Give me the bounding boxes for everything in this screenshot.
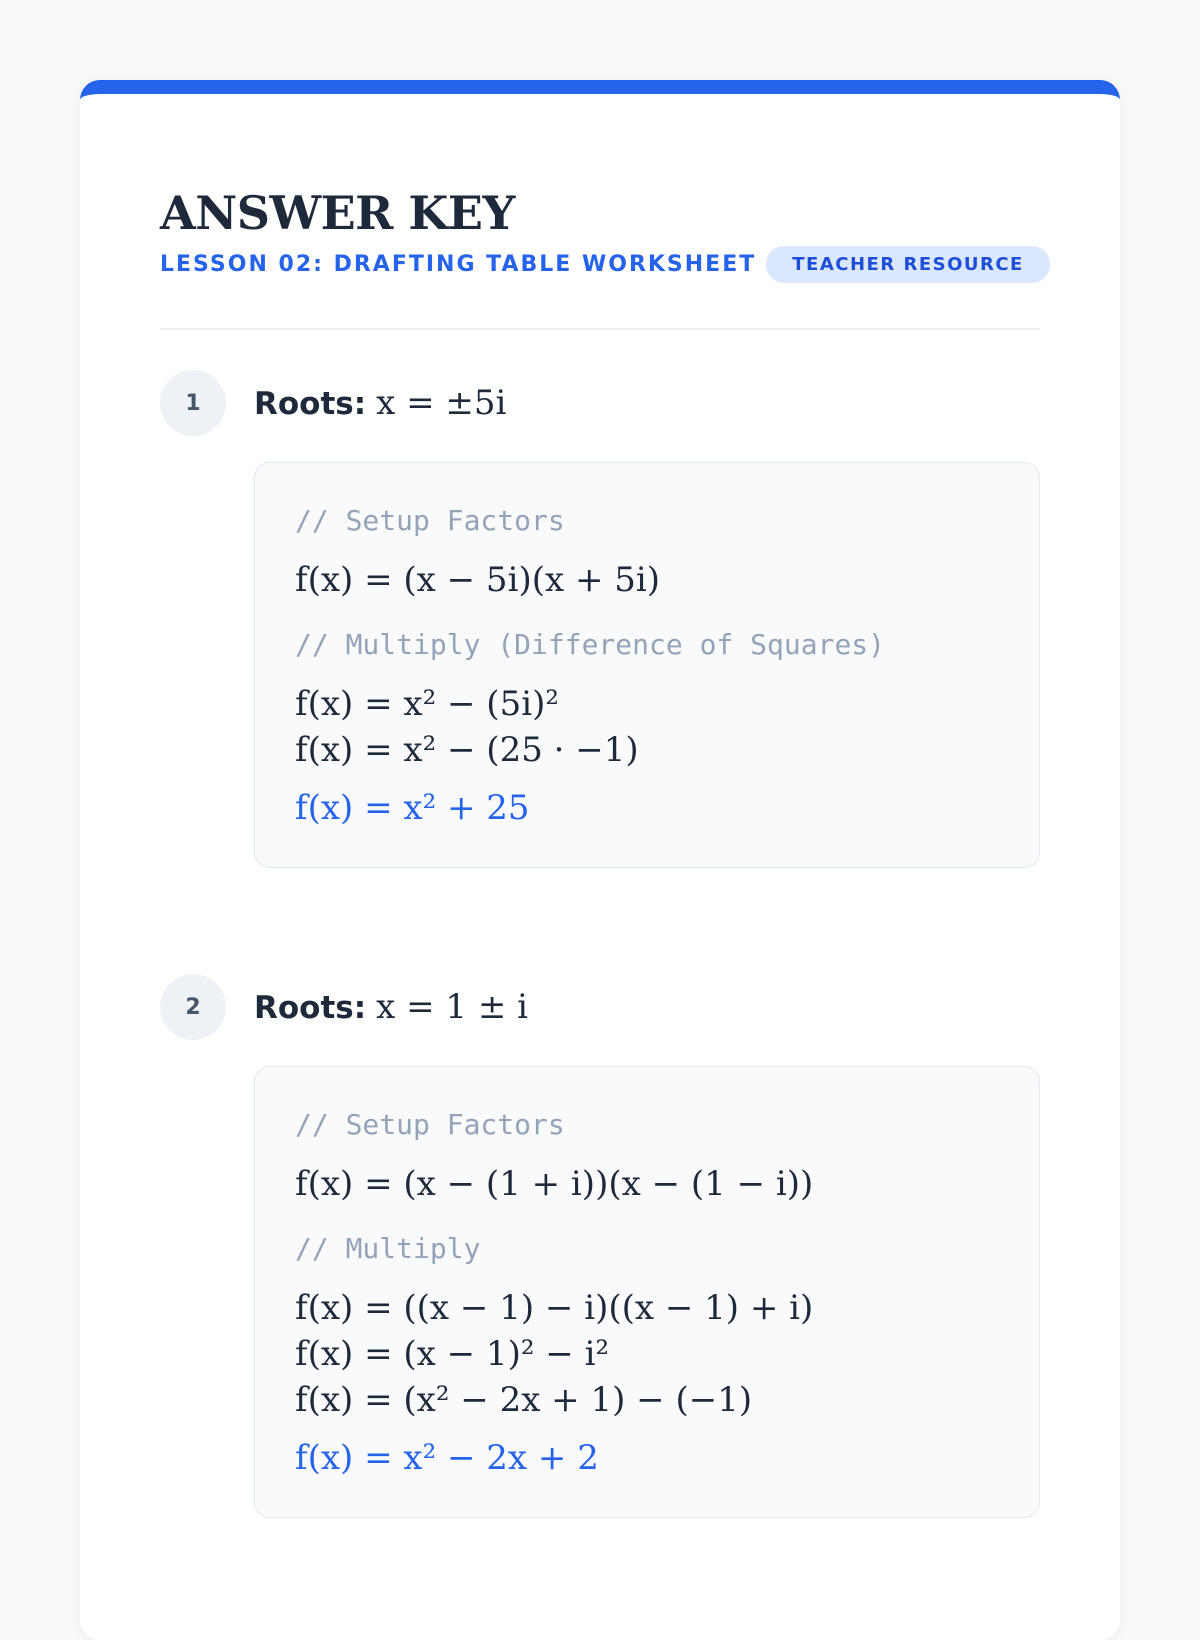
roots-label: Roots: [254,990,367,1026]
work-step: f(x) = (x − 1)² − i² [295,1334,610,1374]
problem-number-badge: 1 [160,370,226,436]
page-title: ANSWER KEY [160,186,515,240]
step-comment: // Multiply [295,1232,481,1265]
final-answer: f(x) = x² + 25 [295,788,530,828]
work-step: f(x) = x² − (5i)² [295,684,559,724]
step-comment: // Setup Factors [295,1108,565,1141]
lesson-subtitle: LESSON 02: DRAFTING TABLE WORKSHEET [160,252,757,277]
roots-label: Roots: [254,386,367,422]
roots-value: x = ±5i [376,383,507,423]
teacher-resource-badge: TEACHER RESOURCE [766,246,1050,283]
roots-value: x = 1 ± i [376,987,529,1027]
step-comment: // Multiply (Difference of Squares) [295,628,886,661]
work-box [254,1066,1040,1518]
header-divider [160,328,1040,330]
work-box [254,462,1040,868]
work-step: f(x) = (x − 5i)(x + 5i) [295,560,661,600]
problem-2 [160,974,1040,1518]
work-step: f(x) = ((x − 1) − i)((x − 1) + i) [295,1288,814,1328]
work-step: f(x) = x² − (25 · −1) [295,730,639,770]
problem-header [160,370,1040,436]
roots-statement [254,383,506,423]
problem-number-badge: 2 [160,974,226,1040]
step-comment: // Setup Factors [295,504,565,537]
work-step: f(x) = (x − (1 + i))(x − (1 − i)) [295,1164,814,1204]
header [160,186,1040,283]
roots-statement [254,987,528,1027]
problem-1 [160,370,1040,868]
work-step: f(x) = (x² − 2x + 1) − (−1) [295,1380,753,1420]
problem-header [160,974,1040,1040]
subtitle-row [160,246,1040,283]
answer-key-card [80,80,1120,1640]
final-answer: f(x) = x² − 2x + 2 [295,1438,599,1478]
